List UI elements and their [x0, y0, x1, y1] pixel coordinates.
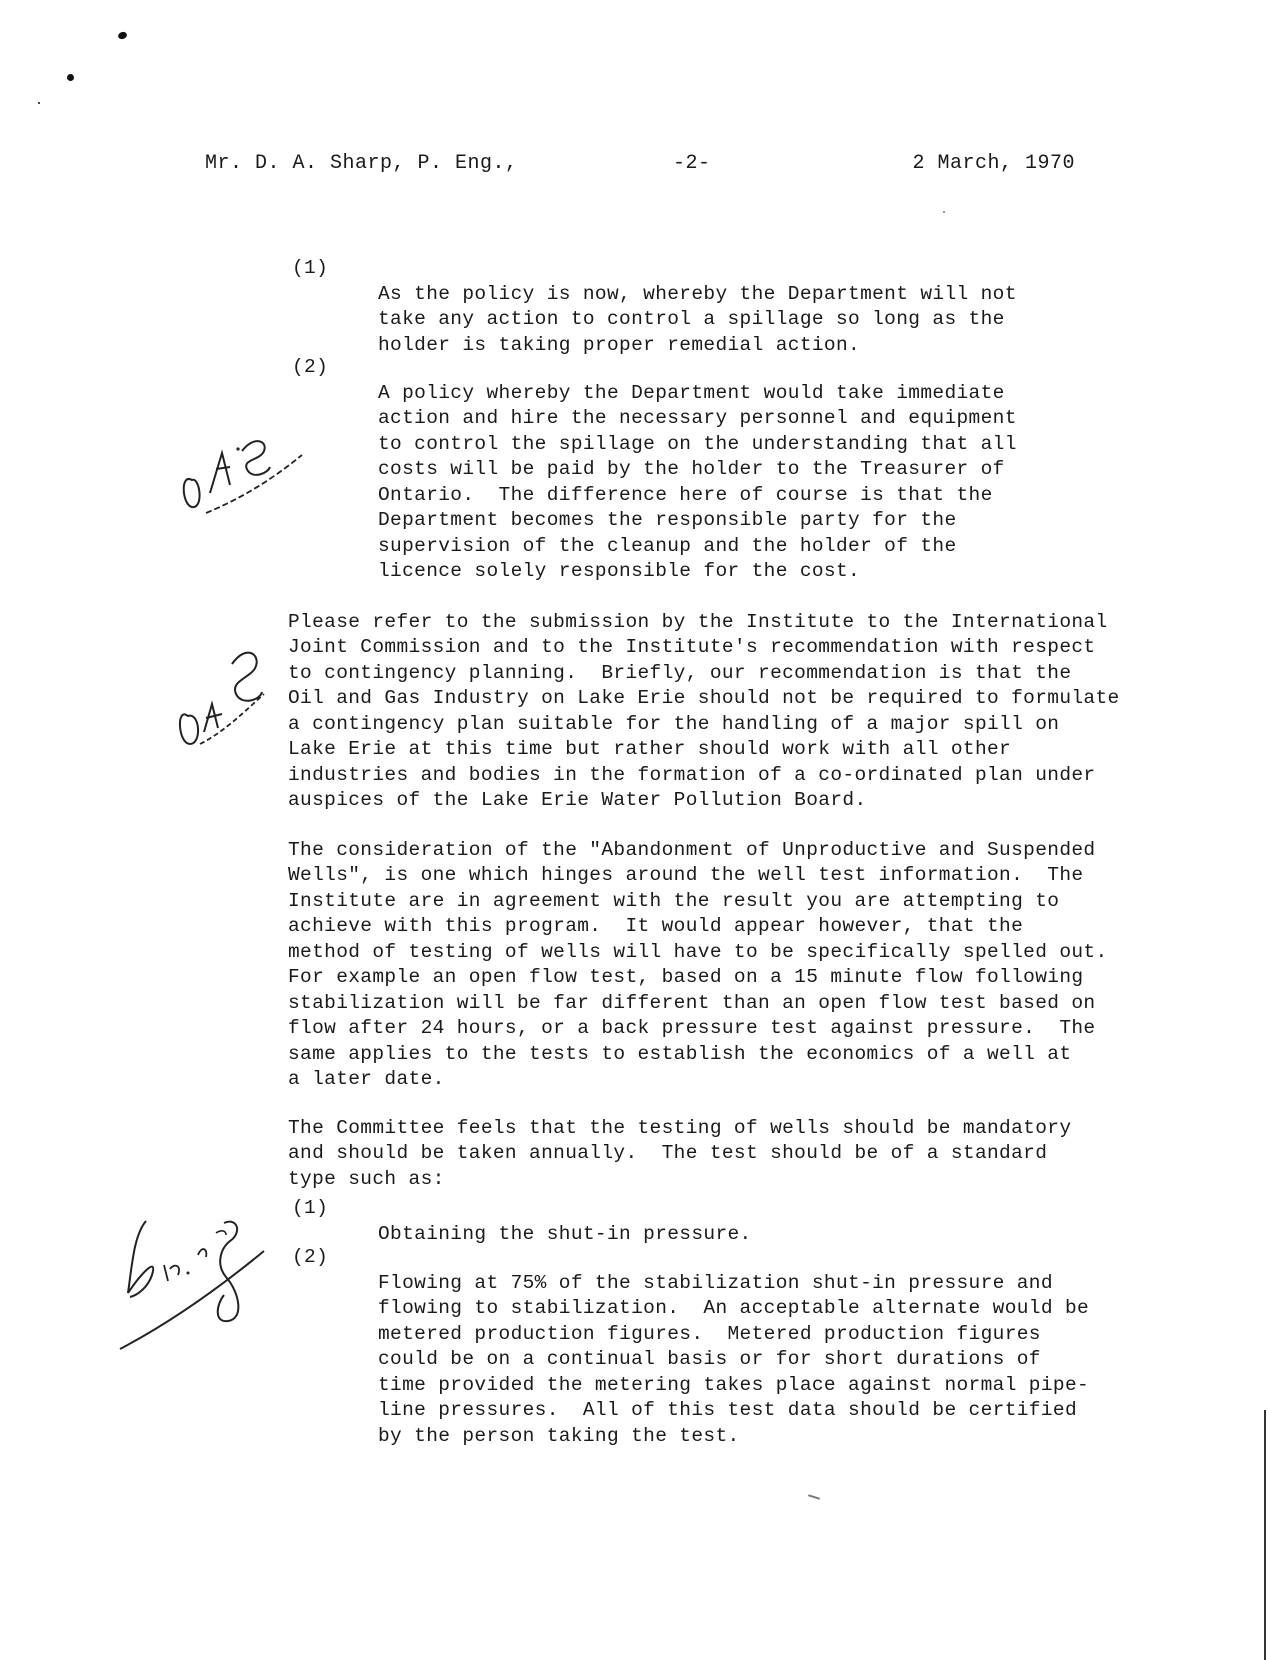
text-line: holder is taking proper remedial action.: [378, 333, 861, 356]
text-line: Institute are in agreement with the result you are attempting to: [288, 889, 1060, 912]
text-line: costs will be paid by the holder to the Treasurer of: [378, 458, 1005, 480]
text-line: Lake Erie at this time but rather should work with all other: [288, 738, 1012, 760]
text-line: time provided the metering takes place against normal pipe-: [378, 1373, 1090, 1396]
text-line: The Committee feels that the testing of wells should be mandatory: [288, 1116, 1072, 1139]
text-line: Department becomes the responsible party for the: [378, 509, 957, 531]
text-line: achieve with this program. It would appear however, that the: [288, 915, 1024, 937]
handwritten-mark-1: [170, 415, 320, 525]
text-line: Flowing at 75% of the stabilization shut-in pressure and: [378, 1271, 1053, 1294]
text-line: by the person taking the test.: [378, 1424, 740, 1447]
text-line: could be on a continual basis or for short durations of: [378, 1348, 1041, 1370]
text-line: take any action to control a spillage so long as the: [378, 308, 1005, 330]
text-line: Ontario. The difference here of course is that the: [378, 483, 993, 506]
option-number: (1): [292, 1197, 329, 1219]
text-line: A policy whereby the Department would take immediate: [378, 381, 1005, 404]
option-text: [378, 1245, 1089, 1500]
text-line: and should be taken annually. The test should be of a standard: [288, 1142, 1048, 1164]
text-line: Oil and Gas Industry on Lake Erie should not be required to formulate: [288, 687, 1120, 709]
text-line: Please refer to the submission by the Institute to the International: [288, 610, 1108, 633]
text-line: to contingency planning. Briefly, our recommendation is that the: [288, 661, 1072, 684]
text-line: a later date.: [288, 1068, 445, 1090]
text-line: action and hire the necessary personnel and equipment: [378, 407, 1017, 429]
text-line: auspices of the Lake Erie Water Pollution Board.: [288, 789, 867, 811]
text-line: As the policy is now, whereby the Department will not: [378, 282, 1017, 305]
header-page-number: -2-: [673, 152, 711, 175]
text-line: flow after 24 hours, or a back pressure test against pressure. The: [288, 1017, 1096, 1039]
ink-speck: [67, 74, 74, 81]
option-number: (2): [292, 356, 329, 378]
text-line: supervision of the cleanup and the holder of the: [378, 534, 957, 557]
handwritten-mark-2: [170, 640, 290, 750]
text-line: flowing to stabilization. An acceptable alternate would be: [378, 1297, 1090, 1319]
text-line: type such as:: [288, 1167, 445, 1190]
text-line: Joint Commission and to the Institute's recommendation with respect: [288, 636, 1096, 658]
header-addressee: Mr. D. A. Sharp, P. Eng.,: [205, 152, 518, 175]
option-number: (1): [292, 257, 329, 279]
letter-header: [205, 152, 1075, 182]
text-line: same applies to the tests to establish the economics of a well at: [288, 1042, 1072, 1065]
text-line: line pressures. All of this test data should be certified: [378, 1399, 1078, 1421]
ink-speck: [38, 102, 40, 104]
text-line: The consideration of the "Abandonment of Unproductive and Suspended: [288, 838, 1096, 861]
text-line: Wells", is one which hinges around the well test information. The: [288, 864, 1084, 886]
text-line: metered production figures. Metered production figures: [378, 1322, 1041, 1345]
text-line: industries and bodies in the formation of a co-ordinated plan under: [288, 763, 1096, 786]
scan-edge-line: [1264, 1410, 1266, 1660]
header-date: 2 March, 1970: [912, 152, 1075, 175]
text-line: licence solely responsible for the cost.: [378, 560, 861, 582]
text-line: For example an open flow test, based on a 15 minute flow following: [288, 966, 1084, 988]
text-line: to control the spillage on the understanding that all: [378, 432, 1017, 455]
handwritten-mark-3: [112, 1215, 282, 1350]
ink-speck: [117, 31, 128, 41]
option-number: (2): [292, 1246, 329, 1268]
text-line: Obtaining the shut-in pressure.: [378, 1222, 752, 1245]
text-line: a contingency plan suitable for the handling of a major spill on: [288, 712, 1060, 735]
text-line: method of testing of wells will have to be specifically spelled out.: [288, 940, 1108, 963]
scan-speck: [943, 211, 945, 213]
text-line: stabilization will be far different than an open flow test based on: [288, 991, 1096, 1014]
